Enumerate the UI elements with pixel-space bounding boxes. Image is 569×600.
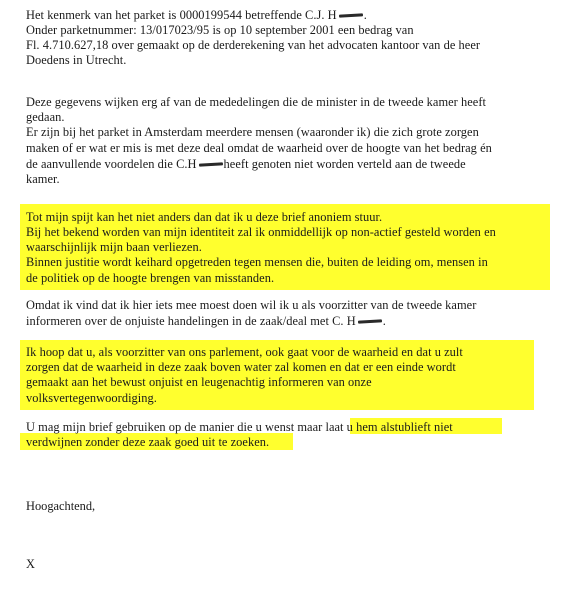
redaction-mark [198, 162, 222, 166]
text-line: Tot mijn spijt kan het niet anders dan dat ik u deze brief anoniem stuur. [26, 210, 383, 224]
text-line: Fl. 4.710.627,18 over gemaakt op de derderekening van het advocaten kantoor van de heer [26, 38, 481, 52]
text-segment: . [382, 314, 386, 328]
text-line: Deze gegevens wijken erg af van de mededelingen die de minister in de tweede kamer heeft [26, 95, 487, 109]
signature-mark: X [26, 557, 35, 571]
text-line: Doedens in Utrecht. [26, 53, 127, 67]
text-segment: de aanvullende voordelen die C.H [26, 157, 197, 171]
text-line: kamer. [26, 172, 60, 186]
text-segment: laat u hem alstublieft niet [325, 420, 453, 434]
text-segment: Het kenmerk van het parket is 0000199544 betreffende C.J. H [26, 8, 337, 22]
text-segment: U mag mijn brief gebruiken op de manier die u wenst maar [26, 420, 326, 434]
text-line: volksvertegenwoordiging. [26, 391, 157, 405]
text-line: Bij het bekend worden van mijn identiteit zal ik onmiddellijk op non-actief gesteld worden en [26, 225, 496, 239]
redaction-mark [339, 13, 363, 17]
text-line: gedaan. [26, 110, 65, 124]
text-line: zorgen dat de waarheid in deze zaak boven water zal komen en dat er een einde wordt [26, 360, 456, 374]
text-segment: heeft genoten niet worden verteld aan de tweede [223, 157, 466, 171]
text-line: verdwijnen zonder deze zaak goed uit te zoeken. [26, 435, 270, 449]
text-line: Ik hoop dat u, als voorzitter van ons parlement, ook gaat voor de waarheid en dat u zult [26, 345, 463, 359]
text-line: Binnen justitie wordt keihard opgetreden tegen mensen die, buiten de leiding om, mensen in [26, 255, 488, 269]
redaction-mark [358, 319, 382, 323]
closing-greeting: Hoogachtend, [26, 499, 96, 513]
text-line [26, 420, 453, 434]
text-line: de politiek op de hoogte brengen van misstanden. [26, 271, 275, 285]
text-line: maken of er wat er mis is met deze deal omdat de waarheid over de hoogte van het bedrag én [26, 141, 492, 155]
text-line: Er zijn bij het parket in Amsterdam meerdere mensen (waaronder ik) die zich grote zorgen [26, 125, 479, 139]
text-line: waarschijnlijk mijn baan verliezen. [26, 240, 202, 254]
text-line [26, 314, 386, 328]
text-line [26, 157, 466, 171]
text-segment: informeren over de onjuiste handelingen in de zaak/deal met C. H [26, 314, 356, 328]
text-line [26, 8, 367, 22]
text-line: Onder parketnummer: 13/017023/95 is op 10 september 2001 een bedrag van [26, 23, 414, 37]
text-line: Omdat ik vind dat ik hier iets mee moest doen wil ik u als voorzitter van de tweede kamer [26, 298, 477, 312]
text-line: gemaakt aan het bewust onjuist en leugenachtig informeren van onze [26, 375, 372, 389]
text-segment: . [363, 8, 367, 22]
